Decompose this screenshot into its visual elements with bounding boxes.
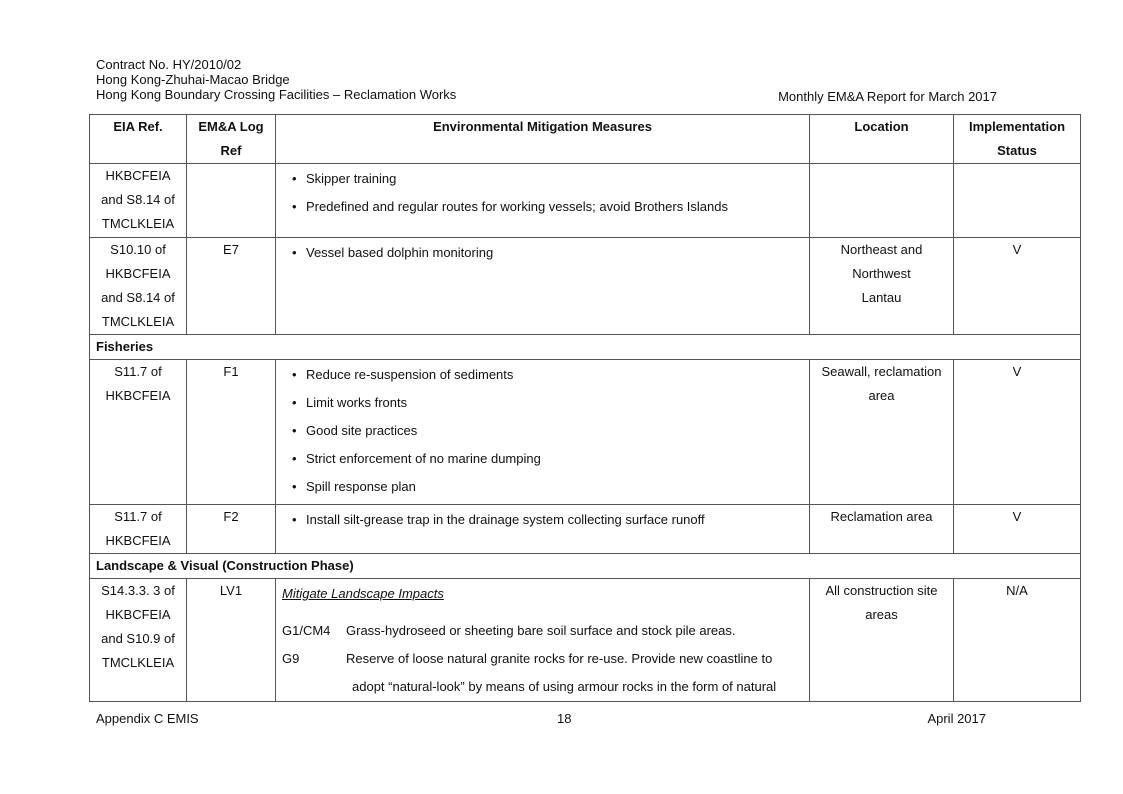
list-item: • Strict enforcement of no marine dumping [292, 445, 803, 473]
list-item: • Predefined and regular routes for working vessels; avoid Brothers Islands [292, 193, 803, 221]
location-cell: All construction site areas [810, 579, 954, 702]
table-row [90, 505, 1081, 554]
header-log-ref: EM&A Log Ref [187, 115, 276, 164]
measure-text-continued: adopt “natural-look” by means of using armour rocks in the form of natural [352, 679, 777, 694]
works-name: Hong Kong Boundary Crossing Facilities – Reclamation Works [96, 87, 457, 102]
footer-date: April 2017 [927, 711, 986, 726]
footer-appendix: Appendix C EMIS [96, 711, 199, 726]
log-ref-cell: LV1 [187, 579, 276, 702]
eia-ref-cell: S14.3.3. 3 of HKBCFEIA and S10.9 of TMCLKLEIA [90, 579, 187, 702]
list-item: • Vessel based dolphin monitoring [292, 239, 803, 267]
report-title: Monthly EM&A Report for March 2017 [778, 89, 997, 104]
section-row-fisheries [90, 335, 1081, 360]
log-ref-cell: F1 [187, 360, 276, 505]
list-item: • Reduce re-suspension of sediments [292, 361, 803, 389]
log-ref-cell: E7 [187, 238, 276, 335]
status-cell: N/A [954, 579, 1081, 702]
table-header-row [90, 115, 1081, 164]
header-status: Implementation Status [954, 115, 1081, 164]
location-cell [810, 164, 954, 238]
list-item: • Good site practices [292, 417, 803, 445]
log-ref-cell: F2 [187, 505, 276, 554]
status-cell: V [954, 238, 1081, 335]
section-row-landscape [90, 554, 1081, 579]
measure-code: G1/CM4 [282, 623, 331, 638]
measures-cell [276, 164, 810, 238]
list-item: • Skipper training [292, 165, 803, 193]
table-row [90, 164, 1081, 238]
table-row [90, 238, 1081, 335]
mitigation-table [89, 114, 1081, 702]
measure-text: Grass-hydroseed or sheeting bare soil surface and stock pile areas. [346, 623, 736, 638]
status-cell: V [954, 505, 1081, 554]
list-item: • Install silt-grease trap in the drainage system collecting surface runoff [292, 506, 803, 534]
measures-cell [276, 238, 810, 335]
project-name: Hong Kong-Zhuhai-Macao Bridge [96, 72, 290, 87]
measure-item [276, 617, 805, 645]
eia-ref-cell: HKBCFEIA and S8.14 of TMCLKLEIA [90, 164, 187, 238]
measure-item [276, 645, 805, 673]
page-number: 18 [557, 711, 572, 726]
measure-text: Reserve of loose natural granite rocks for re-use. Provide new coastline to [346, 651, 773, 666]
measures-cell [276, 360, 810, 505]
header-location: Location [810, 115, 954, 164]
header-eia-ref: EIA Ref. [90, 115, 187, 164]
header-measures: Environmental Mitigation Measures [276, 115, 810, 164]
location-cell: Reclamation area [810, 505, 954, 554]
measures-cell [276, 579, 810, 702]
location-cell: Seawall, reclamation area [810, 360, 954, 505]
list-item: • Spill response plan [292, 473, 803, 501]
section-heading: Landscape & Visual (Construction Phase) [90, 554, 1081, 579]
section-heading: Fisheries [90, 335, 1081, 360]
eia-ref-cell: S10.10 of HKBCFEIA and S8.14 of TMCLKLEIA [90, 238, 187, 335]
measure-code: G9 [282, 651, 300, 666]
status-cell [954, 164, 1081, 238]
contract-number: Contract No. HY/2010/02 [96, 57, 242, 72]
table-row [90, 360, 1081, 505]
document-header [96, 57, 456, 102]
table-row [90, 579, 1081, 702]
eia-ref-cell: S11.7 of HKBCFEIA [90, 505, 187, 554]
status-cell: V [954, 360, 1081, 505]
location-cell: Northeast and Northwest Lantau [810, 238, 954, 335]
mitigation-subtitle: Mitigate Landscape Impacts [282, 586, 444, 601]
eia-ref-cell: S11.7 of HKBCFEIA [90, 360, 187, 505]
log-ref-cell [187, 164, 276, 238]
measures-cell [276, 505, 810, 554]
list-item: • Limit works fronts [292, 389, 803, 417]
